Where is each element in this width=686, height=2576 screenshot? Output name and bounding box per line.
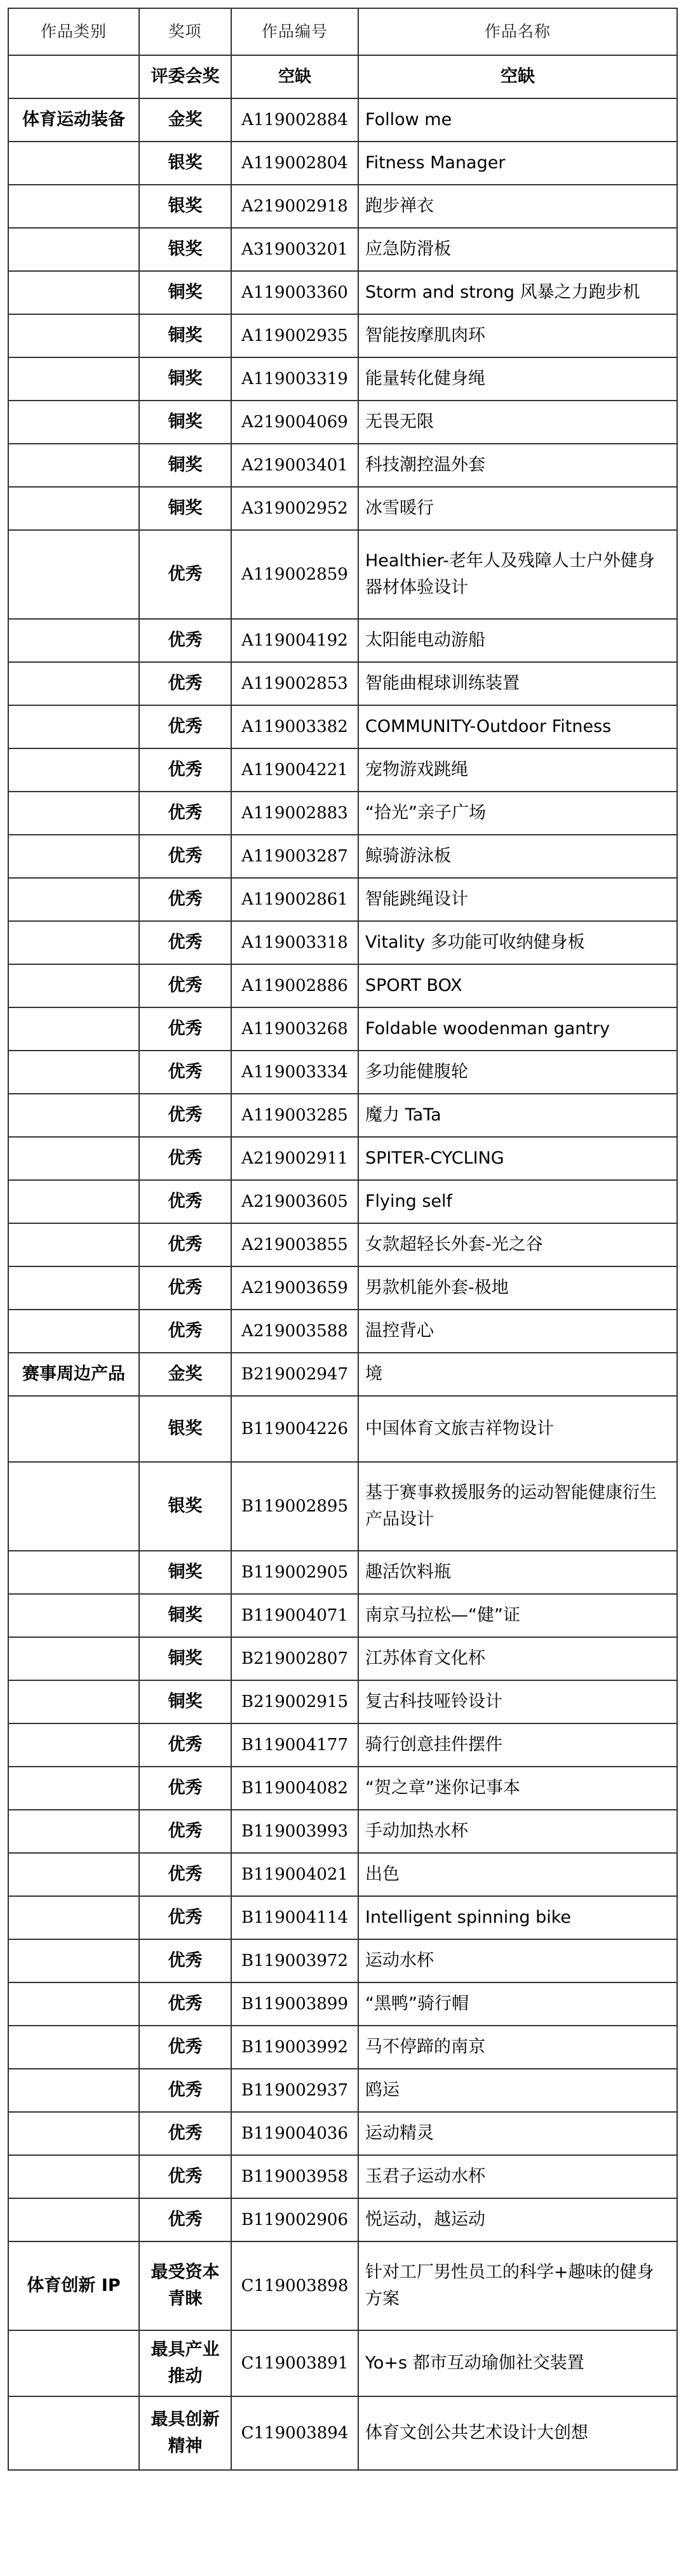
category-cell: [8, 271, 139, 314]
table-row: [8, 2026, 677, 2069]
award-cell: 优秀: [139, 1094, 231, 1137]
awards-table: [8, 8, 678, 2471]
award-cell: 优秀: [139, 1310, 231, 1353]
name-cell: 男款机能外套-极地: [358, 1266, 677, 1310]
category-cell: [8, 401, 139, 444]
table-row: [8, 55, 677, 98]
category-cell: [8, 921, 139, 964]
name-cell: 鸥运: [358, 2069, 677, 2112]
code-cell: A119002861: [231, 878, 358, 921]
code-cell: A219003605: [231, 1180, 358, 1223]
name-cell: 运动精灵: [358, 2112, 677, 2155]
code-cell: B119004071: [231, 1594, 358, 1637]
code-cell: A319002952: [231, 487, 358, 530]
table-row: [8, 271, 677, 314]
award-cell: 优秀: [139, 2069, 231, 2112]
code-cell: B119002895: [231, 1462, 358, 1551]
table-row: [8, 1939, 677, 1982]
table-row: [8, 142, 677, 185]
name-cell: 无畏无限: [358, 401, 677, 444]
category-cell: [8, 1939, 139, 1982]
category-cell: [8, 964, 139, 1007]
name-cell: 宠物游戏跳绳: [358, 748, 677, 792]
category-cell: [8, 1637, 139, 1680]
name-cell: 中国体育文旅吉祥物设计: [358, 1396, 677, 1462]
award-cell: 最具产业推动: [139, 2330, 231, 2396]
award-cell: 最具创新精神: [139, 2396, 231, 2470]
award-cell: 铜奖: [139, 1680, 231, 1723]
category-cell: [8, 1094, 139, 1137]
award-cell: 优秀: [139, 964, 231, 1007]
code-cell: A119002935: [231, 314, 358, 357]
table-row: [8, 1637, 677, 1680]
table-row: [8, 2396, 677, 2470]
category-cell: [8, 357, 139, 401]
table-row: [8, 1007, 677, 1051]
category-cell: [8, 228, 139, 271]
category-cell: [8, 2069, 139, 2112]
table-row: [8, 1594, 677, 1637]
award-cell: 优秀: [139, 2198, 231, 2241]
table-row: [8, 228, 677, 271]
code-cell: C119003891: [231, 2330, 358, 2396]
category-cell: 体育创新 IP: [8, 2241, 139, 2330]
award-cell: 优秀: [139, 662, 231, 705]
award-cell: 优秀: [139, 1180, 231, 1223]
award-cell: 铜奖: [139, 1594, 231, 1637]
category-cell: [8, 1007, 139, 1051]
table-row: [8, 185, 677, 228]
name-cell: Follow me: [358, 98, 677, 142]
table-row: [8, 662, 677, 705]
header-category: 作品类别: [8, 8, 139, 55]
code-cell: A119003319: [231, 357, 358, 401]
table-row: [8, 1266, 677, 1310]
category-cell: [8, 314, 139, 357]
code-cell: C119003894: [231, 2396, 358, 2470]
code-cell: B119003899: [231, 1982, 358, 2026]
category-cell: [8, 1223, 139, 1266]
name-cell: 魔力 TaTa: [358, 1094, 677, 1137]
award-cell: 银奖: [139, 185, 231, 228]
category-cell: [8, 1723, 139, 1767]
table-row: [8, 964, 677, 1007]
name-cell: Vitality 多功能可收纳健身板: [358, 921, 677, 964]
table-row: [8, 1982, 677, 2026]
code-cell: A119004221: [231, 748, 358, 792]
category-cell: [8, 1767, 139, 1810]
name-cell: 温控背心: [358, 1310, 677, 1353]
name-cell: 鲸骑游泳板: [358, 835, 677, 878]
table-row: [8, 921, 677, 964]
award-cell: 铜奖: [139, 1551, 231, 1594]
name-cell: 趣活饮料瓶: [358, 1551, 677, 1594]
award-cell: 优秀: [139, 1051, 231, 1094]
name-cell: 女款超轻长外套-光之谷: [358, 1223, 677, 1266]
code-cell: A119003285: [231, 1094, 358, 1137]
code-cell: B219002947: [231, 1353, 358, 1396]
name-cell: 冰雪暖行: [358, 487, 677, 530]
table-row: [8, 1223, 677, 1266]
award-cell: 优秀: [139, 1266, 231, 1310]
code-cell: B219002807: [231, 1637, 358, 1680]
code-cell: B119004021: [231, 1853, 358, 1896]
category-cell: [8, 1462, 139, 1551]
table-row: [8, 2069, 677, 2112]
award-cell: 优秀: [139, 921, 231, 964]
table-row: [8, 1896, 677, 1939]
category-cell: [8, 1680, 139, 1723]
category-cell: [8, 2112, 139, 2155]
award-cell: 优秀: [139, 2112, 231, 2155]
category-cell: [8, 1810, 139, 1853]
code-cell: A119003334: [231, 1051, 358, 1094]
category-cell: [8, 2155, 139, 2198]
category-cell: [8, 792, 139, 835]
award-cell: 铜奖: [139, 444, 231, 487]
code-cell: B119003993: [231, 1810, 358, 1853]
category-cell: [8, 1180, 139, 1223]
category-cell: [8, 142, 139, 185]
code-cell: A119003268: [231, 1007, 358, 1051]
code-cell: A219002918: [231, 185, 358, 228]
code-cell: A219003588: [231, 1310, 358, 1353]
category-cell: [8, 705, 139, 748]
code-cell: B119004226: [231, 1396, 358, 1462]
table-row: [8, 1137, 677, 1180]
table-row: [8, 401, 677, 444]
award-cell: 优秀: [139, 1137, 231, 1180]
award-cell: 优秀: [139, 1982, 231, 2026]
category-cell: [8, 662, 139, 705]
category-cell: [8, 1137, 139, 1180]
category-cell: [8, 1396, 139, 1462]
award-cell: 铜奖: [139, 314, 231, 357]
table-row: [8, 1094, 677, 1137]
code-cell: C119003898: [231, 2241, 358, 2330]
code-cell: B119004114: [231, 1896, 358, 1939]
category-cell: [8, 1266, 139, 1310]
award-cell: 优秀: [139, 835, 231, 878]
table-row: [8, 792, 677, 835]
category-cell: [8, 2026, 139, 2069]
award-cell: 优秀: [139, 1007, 231, 1051]
category-cell: [8, 55, 139, 98]
code-cell: A219003855: [231, 1223, 358, 1266]
code-cell: B119003958: [231, 2155, 358, 2198]
name-cell: Foldable woodenman gantry: [358, 1007, 677, 1051]
category-cell: [8, 748, 139, 792]
code-cell: A119003318: [231, 921, 358, 964]
code-cell: A119004192: [231, 619, 358, 662]
award-cell: 铜奖: [139, 401, 231, 444]
name-cell: 跑步禅衣: [358, 185, 677, 228]
award-cell: 优秀: [139, 2155, 231, 2198]
name-cell: 马不停蹄的南京: [358, 2026, 677, 2069]
name-cell: 运动水杯: [358, 1939, 677, 1982]
table-row: [8, 487, 677, 530]
category-cell: [8, 1594, 139, 1637]
name-cell: 复古科技哑铃设计: [358, 1680, 677, 1723]
table-row: [8, 705, 677, 748]
code-cell: A119002886: [231, 964, 358, 1007]
name-cell: Intelligent spinning bike: [358, 1896, 677, 1939]
code-cell: B119003992: [231, 2026, 358, 2069]
award-cell: 优秀: [139, 1810, 231, 1853]
table-row: [8, 444, 677, 487]
header-code: 作品编号: [231, 8, 358, 55]
code-cell: B119003972: [231, 1939, 358, 1982]
code-cell: A119002883: [231, 792, 358, 835]
table-row: [8, 619, 677, 662]
category-cell: [8, 835, 139, 878]
table-row: [8, 878, 677, 921]
table-header-row: [8, 8, 677, 55]
code-cell: A219003659: [231, 1266, 358, 1310]
name-cell: 针对工厂男性员工的科学+趣味的健身方案: [358, 2241, 677, 2330]
name-cell: Healthier-老年人及残障人士户外健身器材体验设计: [358, 530, 677, 619]
award-cell: 优秀: [139, 705, 231, 748]
name-cell: Fitness Manager: [358, 142, 677, 185]
code-cell: A119003382: [231, 705, 358, 748]
code-cell: B119004036: [231, 2112, 358, 2155]
name-cell: 基于赛事救援服务的运动智能健康衍生产品设计: [358, 1462, 677, 1551]
code-cell: A319003201: [231, 228, 358, 271]
name-cell: Flying self: [358, 1180, 677, 1223]
name-cell: 手动加热水杯: [358, 1810, 677, 1853]
name-cell: 体育文创公共艺术设计大创想: [358, 2396, 677, 2470]
table-row: [8, 1723, 677, 1767]
code-cell: B119004082: [231, 1767, 358, 1810]
table-row: [8, 1810, 677, 1853]
name-cell: 悦运动，越运动: [358, 2198, 677, 2241]
code-cell: B119002906: [231, 2198, 358, 2241]
name-cell: 太阳能电动游船: [358, 619, 677, 662]
table-row: [8, 1353, 677, 1396]
award-cell: 银奖: [139, 1462, 231, 1551]
award-cell: 优秀: [139, 1767, 231, 1810]
name-cell: “拾光”亲子广场: [358, 792, 677, 835]
code-cell: A119002804: [231, 142, 358, 185]
category-cell: [8, 1310, 139, 1353]
category-cell: [8, 2198, 139, 2241]
name-cell: 空缺: [358, 55, 677, 98]
table-row: [8, 1051, 677, 1094]
code-cell: B119004177: [231, 1723, 358, 1767]
award-cell: 优秀: [139, 1853, 231, 1896]
award-cell: 金奖: [139, 98, 231, 142]
award-cell: 优秀: [139, 2026, 231, 2069]
name-cell: COMMUNITY-Outdoor Fitness: [358, 705, 677, 748]
name-cell: Storm and strong 风暴之力跑步机: [358, 271, 677, 314]
table-row: [8, 1551, 677, 1594]
name-cell: 玉君子运动水杯: [358, 2155, 677, 2198]
category-cell: [8, 1051, 139, 1094]
code-cell: B219002915: [231, 1680, 358, 1723]
award-cell: 优秀: [139, 619, 231, 662]
table-row: [8, 314, 677, 357]
category-cell: 体育运动装备: [8, 98, 139, 142]
header-name: 作品名称: [358, 8, 677, 55]
table-row: [8, 98, 677, 142]
table-row: [8, 2198, 677, 2241]
category-cell: [8, 444, 139, 487]
code-cell: A219003401: [231, 444, 358, 487]
table-row: [8, 357, 677, 401]
code-cell: 空缺: [231, 55, 358, 98]
award-cell: 银奖: [139, 228, 231, 271]
code-cell: B119002937: [231, 2069, 358, 2112]
category-cell: [8, 185, 139, 228]
name-cell: Yo+s 都市互动瑜伽社交装置: [358, 2330, 677, 2396]
code-cell: B119002905: [231, 1551, 358, 1594]
award-cell: 铜奖: [139, 1637, 231, 1680]
award-cell: 优秀: [139, 1939, 231, 1982]
name-cell: 多功能健腹轮: [358, 1051, 677, 1094]
award-cell: 优秀: [139, 878, 231, 921]
table-row: [8, 530, 677, 619]
award-cell: 银奖: [139, 142, 231, 185]
award-cell: 优秀: [139, 1223, 231, 1266]
award-cell: 金奖: [139, 1353, 231, 1396]
award-cell: 评委会奖: [139, 55, 231, 98]
table-row: [8, 2330, 677, 2396]
code-cell: A119002884: [231, 98, 358, 142]
table-row: [8, 2155, 677, 2198]
name-cell: SPORT BOX: [358, 964, 677, 1007]
table-row: [8, 1767, 677, 1810]
award-cell: 最受资本青睐: [139, 2241, 231, 2330]
table-row: [8, 1310, 677, 1353]
name-cell: 智能跳绳设计: [358, 878, 677, 921]
table-row: [8, 748, 677, 792]
category-cell: [8, 1551, 139, 1594]
award-cell: 优秀: [139, 1896, 231, 1939]
name-cell: 出色: [358, 1853, 677, 1896]
category-cell: [8, 2330, 139, 2396]
name-cell: SPITER-CYCLING: [358, 1137, 677, 1180]
code-cell: A119003360: [231, 271, 358, 314]
category-cell: 赛事周边产品: [8, 1353, 139, 1396]
table-row: [8, 835, 677, 878]
table-row: [8, 1180, 677, 1223]
award-cell: 优秀: [139, 1723, 231, 1767]
name-cell: 能量转化健身绳: [358, 357, 677, 401]
award-cell: 铜奖: [139, 487, 231, 530]
award-cell: 铜奖: [139, 271, 231, 314]
table-row: [8, 1462, 677, 1551]
name-cell: “贺之章”迷你记事本: [358, 1767, 677, 1810]
code-cell: A219002911: [231, 1137, 358, 1180]
category-cell: [8, 2396, 139, 2470]
category-cell: [8, 1896, 139, 1939]
code-cell: A119002859: [231, 530, 358, 619]
category-cell: [8, 878, 139, 921]
code-cell: A119003287: [231, 835, 358, 878]
table-row: [8, 2241, 677, 2330]
name-cell: 江苏体育文化杯: [358, 1637, 677, 1680]
table-row: [8, 1396, 677, 1462]
category-cell: [8, 1982, 139, 2026]
category-cell: [8, 619, 139, 662]
category-cell: [8, 1853, 139, 1896]
award-cell: 优秀: [139, 748, 231, 792]
category-cell: [8, 530, 139, 619]
table-row: [8, 1853, 677, 1896]
name-cell: 科技潮控温外套: [358, 444, 677, 487]
award-cell: 银奖: [139, 1396, 231, 1462]
name-cell: 境: [358, 1353, 677, 1396]
name-cell: “黑鸭”骑行帽: [358, 1982, 677, 2026]
header-award: 奖项: [139, 8, 231, 55]
name-cell: 南京马拉松—“健”证: [358, 1594, 677, 1637]
category-cell: [8, 487, 139, 530]
award-cell: 优秀: [139, 530, 231, 619]
name-cell: 应急防滑板: [358, 228, 677, 271]
code-cell: A119002853: [231, 662, 358, 705]
award-cell: 铜奖: [139, 357, 231, 401]
table-row: [8, 2112, 677, 2155]
code-cell: A219004069: [231, 401, 358, 444]
name-cell: 骑行创意挂件摆件: [358, 1723, 677, 1767]
name-cell: 智能按摩肌肉环: [358, 314, 677, 357]
name-cell: 智能曲棍球训练装置: [358, 662, 677, 705]
table-row: [8, 1680, 677, 1723]
award-cell: 优秀: [139, 792, 231, 835]
